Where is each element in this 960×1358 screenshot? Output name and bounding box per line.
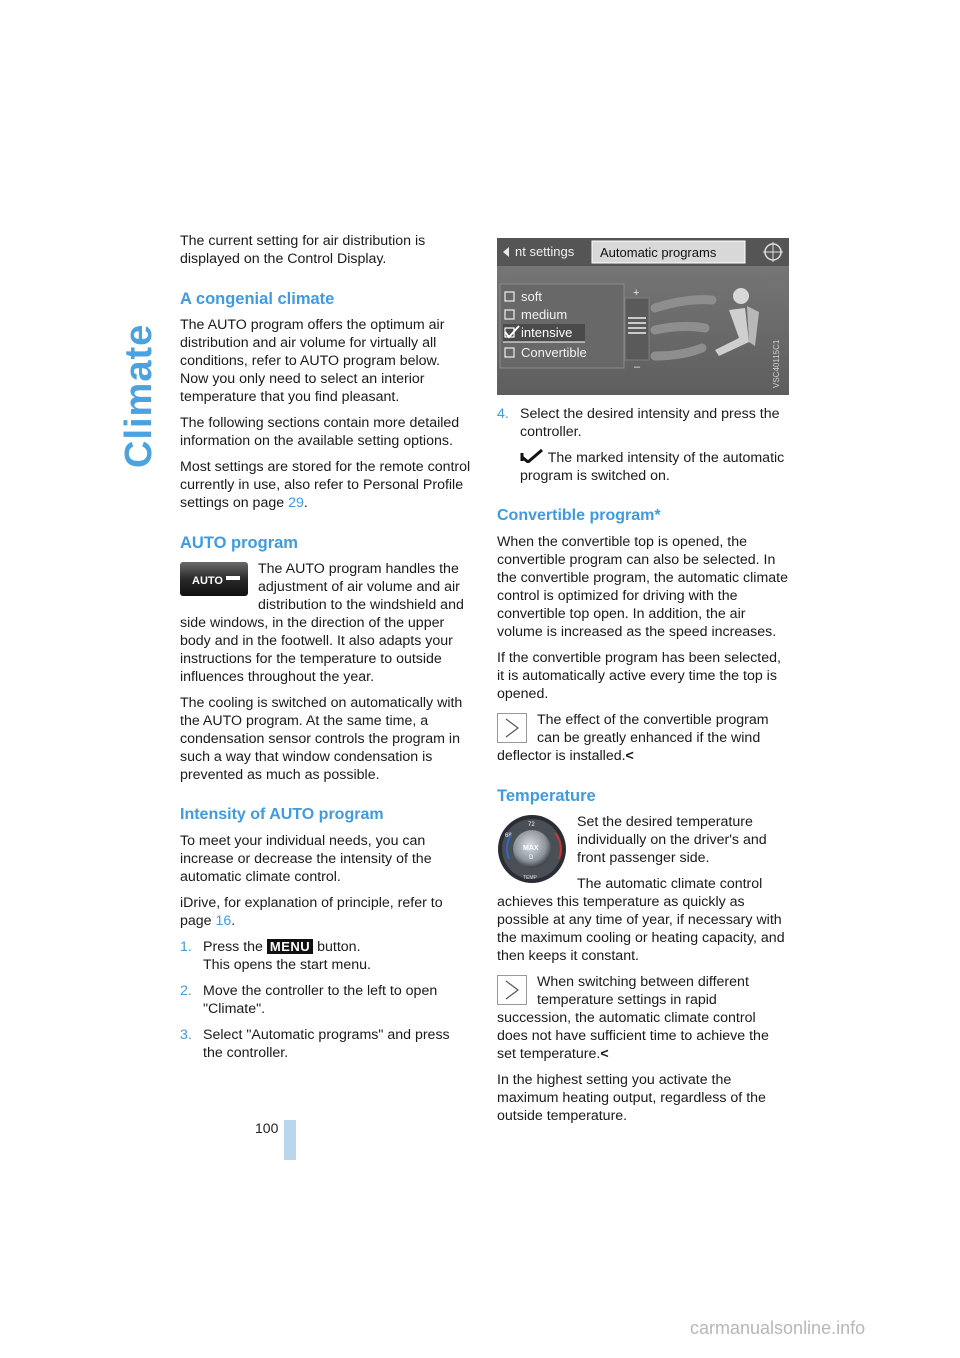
back-tab-label: nt settings <box>515 244 575 259</box>
temperature-note: When switching between different temperature settings in rapid succession, the automatic climate control does not have sufficient time to achieve the set temperature.< <box>497 974 769 1062</box>
page-16-link[interactable]: 16 <box>215 913 232 929</box>
steps-list-continued <box>497 405 789 485</box>
intro-paragraph: The current setting for air distribution is displayed on the Control Display. <box>180 233 426 267</box>
note-arrow-icon <box>497 713 527 743</box>
image-code-label: VSC40115C1 <box>772 339 781 388</box>
step-4: 4. Select the desired intensity and press the controller. The marked intensity of the automatic program is switched on. <box>497 405 789 485</box>
svg-text:MAX: MAX <box>523 845 539 852</box>
plus-label: + <box>633 287 640 299</box>
convertible-paragraph-1: When the convertible top is opened, the convertible program can also be selected. In the convertible program, the automatic climate control is optimized for driving with the convertible top open. In addition, the air volume is increased as the speed increases. <box>497 534 788 640</box>
step-4-note: The marked intensity of the automatic program is switched on. <box>520 450 785 484</box>
watermark: carmanualsonline.info <box>690 1318 866 1338</box>
svg-text:Convertible: Convertible <box>521 345 587 360</box>
congenial-climate-heading: A congenial climate <box>180 290 335 308</box>
intensity-heading: Intensity of AUTO program <box>180 806 384 823</box>
congenial-paragraph-2: The following sections contain more detailed information on the available setting options. <box>180 415 460 449</box>
auto-button-icon <box>180 560 248 596</box>
step-2: 2. Move the controller to the left to open "Climate". <box>180 983 438 1017</box>
person-head-icon <box>733 288 749 304</box>
congenial-paragraph-3: Most settings are stored for the remote control currently in use, also refer to Personal Profile settings on page 29. <box>180 459 471 511</box>
svg-text:soft: soft <box>521 289 542 304</box>
chapter-side-title: Climate <box>118 323 160 468</box>
auto-paragraph-1: AUTO The AUTO program handles the adjustment of air volume and air distribution to the windshield and side windows, in the direction of the upper body and in the footwell. It also adapts your instructions for the temperature to outside influences throughout the year. <box>180 561 464 685</box>
page-29-link[interactable]: 29 <box>288 495 304 511</box>
control-display-graphic <box>497 238 789 395</box>
convertible-heading: Convertible program* <box>497 507 661 524</box>
temperature-paragraph-3: In the highest setting you activate the maximum heating output, regardless of the outside temperature. <box>497 1072 766 1124</box>
option-intensive[interactable] <box>503 324 585 342</box>
airflow-middle-icon <box>655 326 705 330</box>
svg-text:medium: medium <box>521 307 568 322</box>
intensity-paragraph-2: iDrive, for explanation of principle, refer to page 16. <box>180 895 443 929</box>
temperature-dial-icon <box>497 813 567 885</box>
right-column <box>497 405 789 1133</box>
page-number: 100 <box>255 1120 279 1136</box>
congenial-paragraph-1: The AUTO program offers the optimum air distribution and air volume for virtually all conditions, refer to AUTO program below. Now you only need to select an interior temperature that you find pleasant. <box>180 317 445 405</box>
step-1: 1. Press the MENU button. This opens the start menu. <box>180 939 371 973</box>
svg-text:68: 68 <box>505 833 512 839</box>
check-mark-icon <box>520 449 544 463</box>
svg-text:D: D <box>529 855 534 861</box>
title-tab-label: Automatic programs <box>600 245 717 260</box>
step-3: 3. Select "Automatic programs" and press the controller. <box>180 1027 450 1061</box>
temperature-paragraph-1: 72 68 MAX D TEMP Set the desired temperature individually on the driver's and front passenger side. <box>497 813 789 867</box>
page-number-bar <box>284 1120 296 1160</box>
svg-text:72: 72 <box>528 822 535 828</box>
control-display-screenshot <box>497 238 789 395</box>
temperature-paragraph-2: The automatic climate control achieves this temperature as quickly as possible at any time of year, if necessary with the maximum cooling or heating capacity, and then keeps it constant. <box>497 876 785 964</box>
menu-key-icon: MENU <box>267 939 313 954</box>
minus-label: – <box>634 361 641 373</box>
temperature-heading: Temperature <box>497 787 596 805</box>
auto-paragraph-2: The cooling is switched on automatically with the AUTO program. At the same time, a condensation sensor controls the program in such a way that window condensation is prevented as much as possible. <box>180 695 463 783</box>
steps-list <box>180 938 472 1062</box>
left-column <box>180 232 472 1070</box>
auto-program-heading: AUTO program <box>180 534 298 552</box>
convertible-note: The effect of the convertible program can be greatly enhanced if the wind deflector is installed.< <box>497 712 769 764</box>
svg-text:TEMP: TEMP <box>523 875 537 881</box>
intensity-paragraph-1: To meet your individual needs, you can increase or decrease the intensity of the automatic climate control. <box>180 833 432 885</box>
note-arrow-icon <box>497 975 527 1005</box>
svg-text:intensive: intensive <box>521 325 573 340</box>
convertible-paragraph-2: If the convertible program has been selected, it is automatically active every time the top is opened. <box>497 650 781 702</box>
svg-text:AUTO: AUTO <box>192 575 223 587</box>
